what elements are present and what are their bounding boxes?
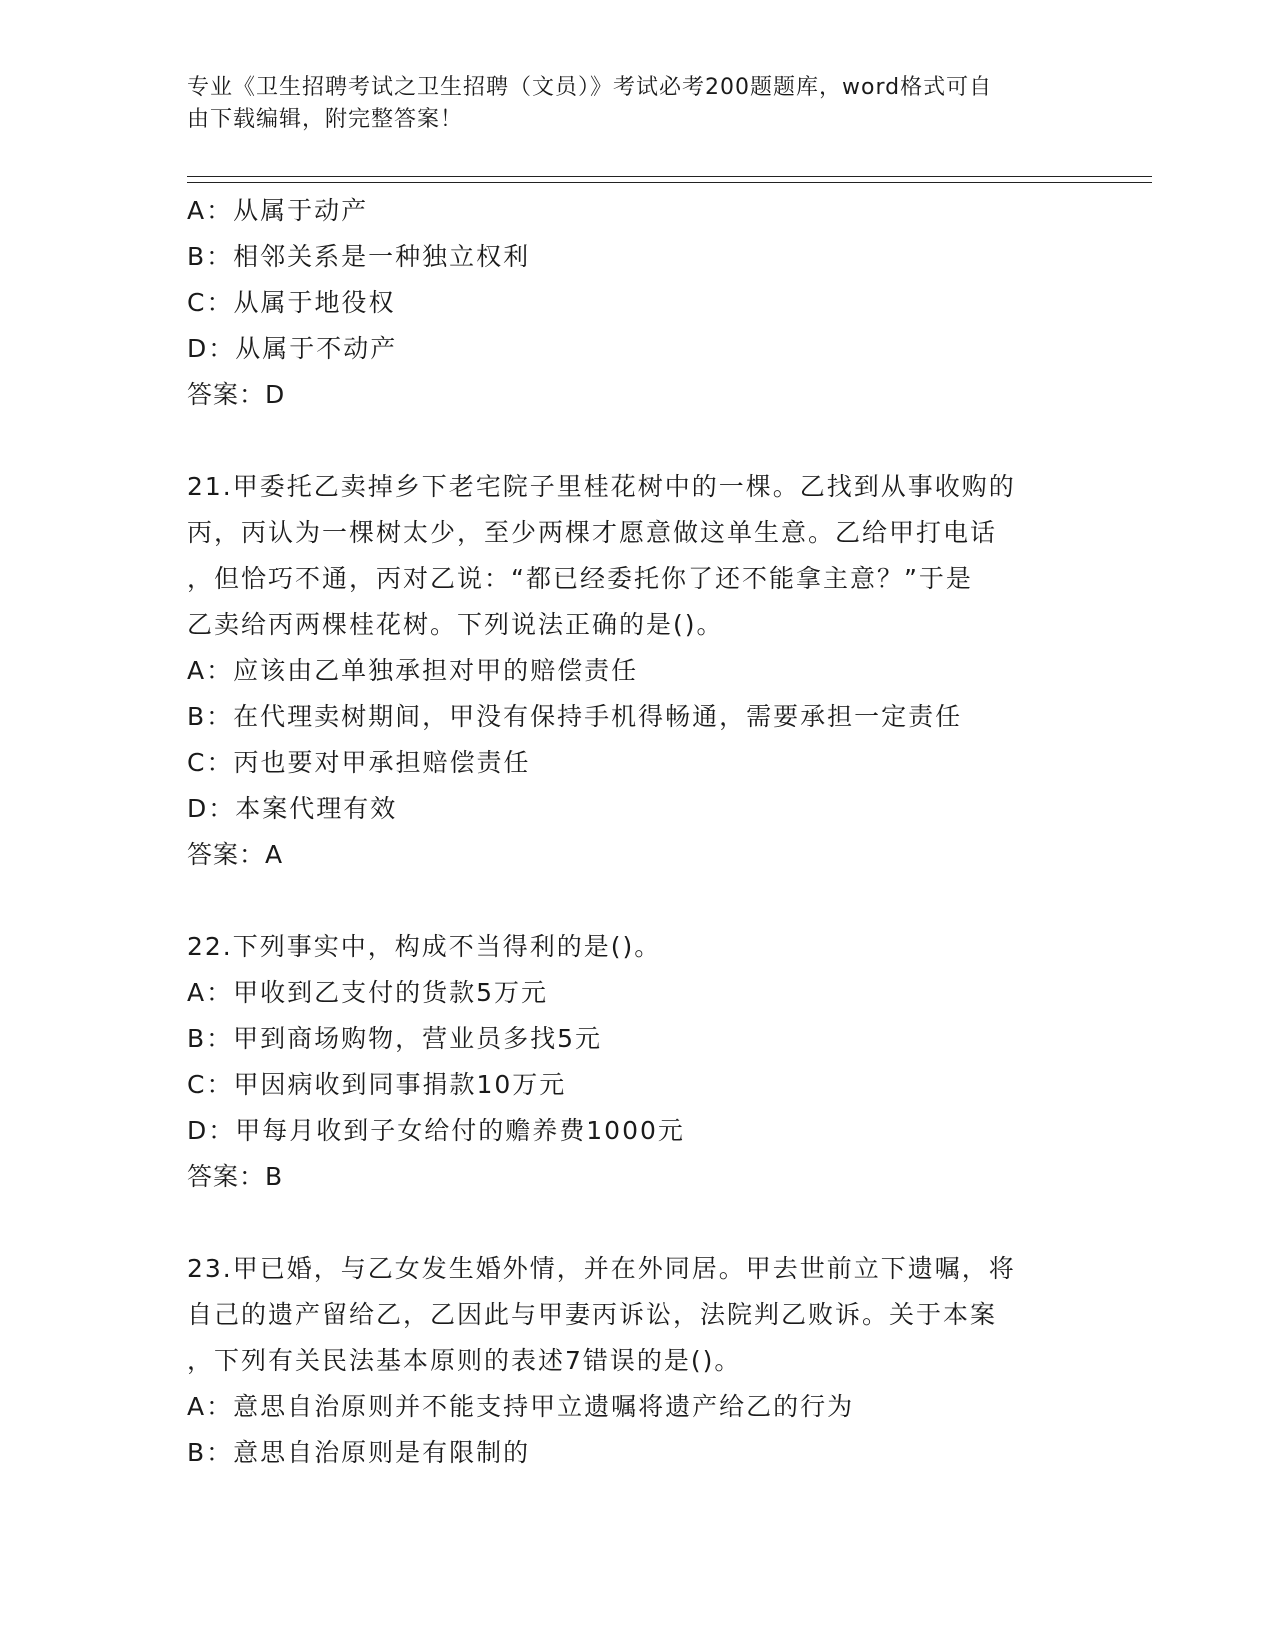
- option-a: A：应该由乙单独承担对甲的赔偿责任: [187, 656, 639, 685]
- question-stem-line: 23.甲已婚，与乙女发生婚外情，并在外同居。甲去世前立下遗嘱，将: [187, 1254, 1016, 1283]
- option-d: D：甲每月收到子女给付的赡养费1000元: [187, 1116, 685, 1145]
- question-stem-line: 22.下列事实中，构成不当得利的是()。: [187, 932, 662, 961]
- header-line-2: 由下载编辑，附完整答案！: [187, 107, 464, 132]
- question-23: [187, 1246, 1087, 1476]
- answer-line: 答案：B: [187, 1162, 284, 1191]
- question-stem-line: ，下列有关民法基本原则的表述7错误的是()。: [187, 1346, 742, 1375]
- option-b: B：意思自治原则是有限制的: [187, 1438, 531, 1467]
- option-b: B：甲到商场购物，营业员多找5元: [187, 1024, 603, 1053]
- header-line-1: 专业《卫生招聘考试之卫生招聘（文员）》考试必考200题题库，word格式可自: [187, 75, 993, 100]
- question-22: [187, 924, 1087, 1200]
- option-a: A：意思自治原则并不能支持甲立遗嘱将遗产给乙的行为: [187, 1392, 855, 1421]
- question-content: [187, 188, 1087, 1476]
- spacer: [187, 418, 1087, 464]
- option-c: C：甲因病收到同事捐款10万元: [187, 1070, 567, 1099]
- question-stem-line: 21.甲委托乙卖掉乡下老宅院子里桂花树中的一棵。乙找到从事收购的: [187, 472, 1016, 501]
- header-divider-top: [187, 176, 1152, 177]
- answer-line: 答案：D: [187, 380, 286, 409]
- spacer: [187, 1200, 1087, 1246]
- option-b: B：相邻关系是一种独立权利: [187, 242, 531, 271]
- option-a: A：从属于动产: [187, 196, 369, 225]
- answer-line: 答案：A: [187, 840, 284, 869]
- header-divider-bottom: [187, 182, 1152, 183]
- question-20: [187, 188, 1087, 418]
- option-a: A：甲收到乙支付的货款5万元: [187, 978, 549, 1007]
- question-21: [187, 464, 1087, 878]
- option-c: C：丙也要对甲承担赔偿责任: [187, 748, 531, 777]
- option-d: D：本案代理有效: [187, 794, 398, 823]
- question-stem-line: 丙，丙认为一棵树太少，至少两棵才愿意做这单生意。乙给甲打电话: [187, 518, 998, 547]
- document-header: [187, 72, 1067, 136]
- question-stem-line: 乙卖给丙两棵桂花树。下列说法正确的是()。: [187, 610, 724, 639]
- question-stem-line: ，但恰巧不通，丙对乙说：“都已经委托你了还不能拿主意？”于是: [187, 564, 973, 593]
- option-c: C：从属于地役权: [187, 288, 396, 317]
- option-d: D：从属于不动产: [187, 334, 398, 363]
- option-b: B：在代理卖树期间，甲没有保持手机得畅通，需要承担一定责任: [187, 702, 963, 731]
- question-stem-line: 自己的遗产留给乙，乙因此与甲妻丙诉讼，法院判乙败诉。关于本案: [187, 1300, 998, 1329]
- spacer: [187, 878, 1087, 924]
